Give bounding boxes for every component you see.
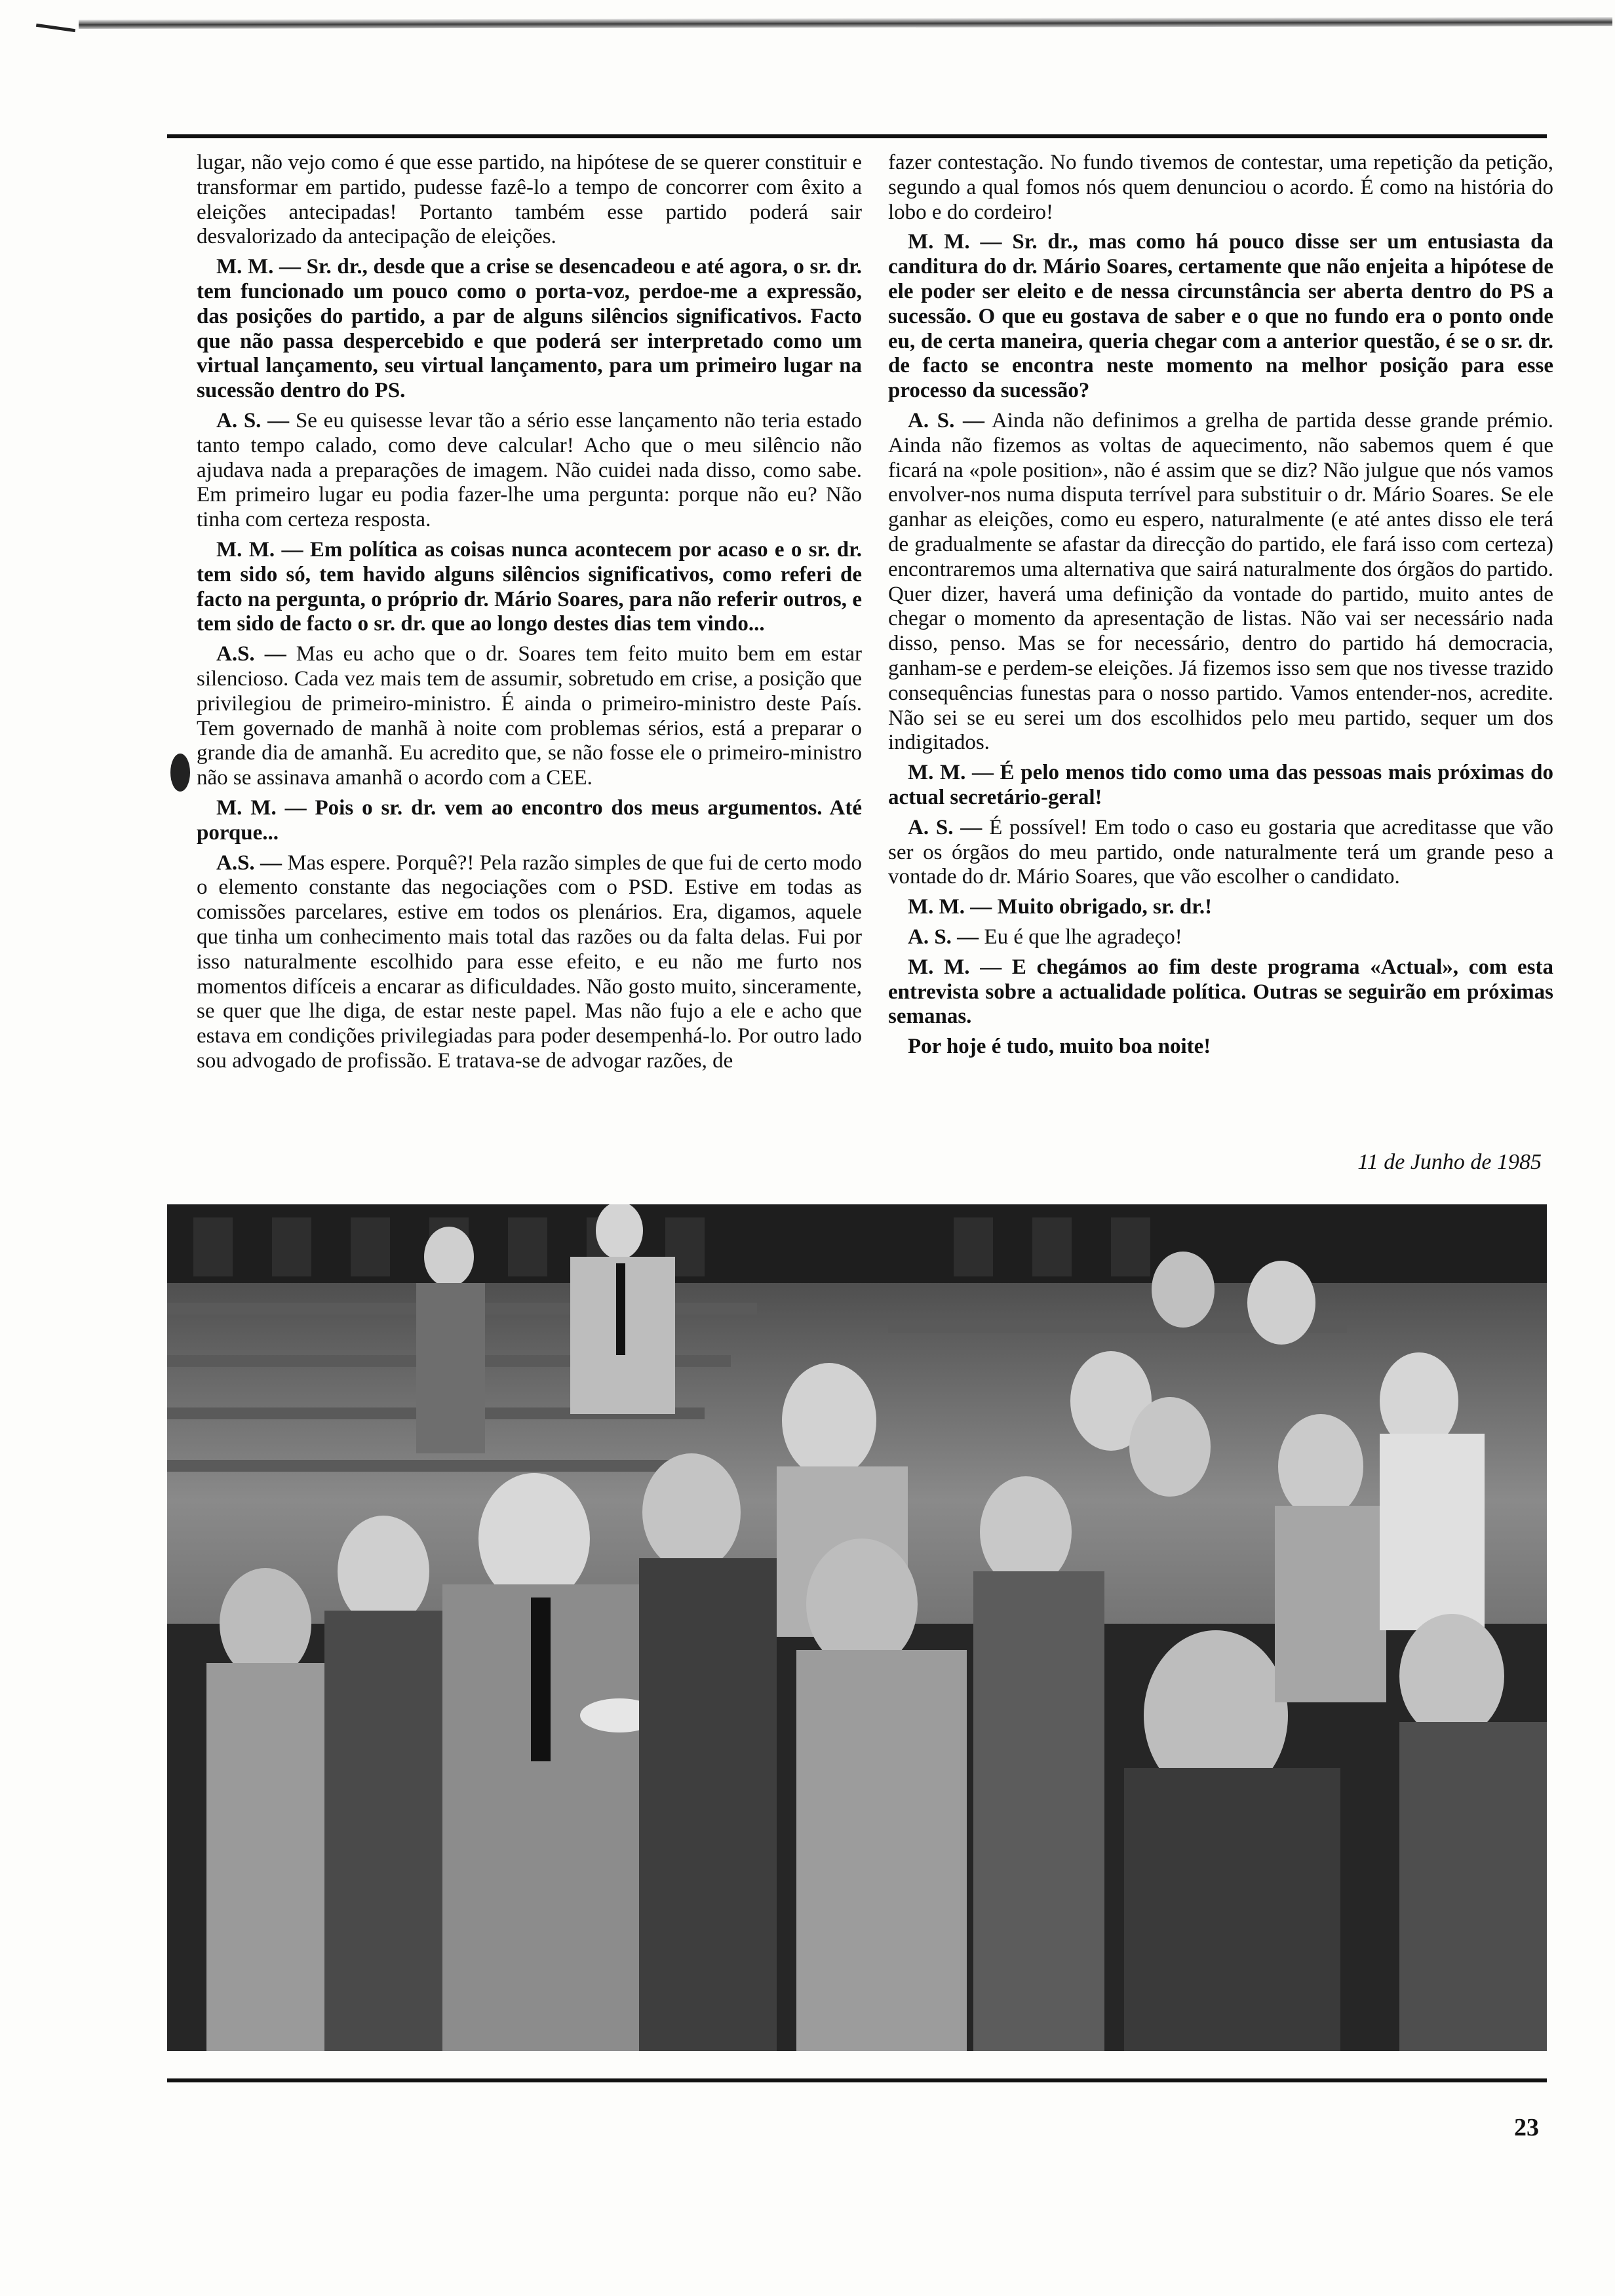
body-paragraph <box>197 151 862 250</box>
speaker-label: A. S. — <box>216 408 290 432</box>
paragraph-text: Pois o sr. dr. vem ao encontro dos meus argumentos. Até porque... <box>197 795 862 845</box>
bottom-rule <box>167 2078 1547 2082</box>
speaker-label: A.S. — <box>216 642 286 666</box>
paragraph-text: fazer contestação. No fundo tivemos de contestar, uma repetição da petição, segundo a qual fomos nós quem denunciou o acordo. É como na história do lobo e do cordeiro! <box>888 151 1553 224</box>
paragraph-text: lugar, não vejo como é que esse partido, na hipótese de se querer constituir e transformar em partido, pudesse fazê-lo a tempo de concorrer com êxito a eleições antecipadas! Portanto também esse partido poderá sair desvalorizado da antecipação de eleições. <box>197 151 862 249</box>
scan-artifact-top-line <box>79 17 1612 29</box>
paragraph-text: E chegámos ao fim deste programa «Actual», com esta entrevista sobre a actualidade política. Outras se seguirão em próximas semanas. <box>888 955 1554 1029</box>
interview-question <box>888 761 1553 811</box>
interview-question <box>888 1035 1553 1060</box>
speaker-label: A. S. — <box>908 408 985 432</box>
article-column-right <box>888 151 1553 1065</box>
speaker-label: M. M. — <box>216 255 301 279</box>
speaker-label: A. S. — <box>908 815 983 839</box>
paragraph-text: Mas espere. Porquê?! Pela razão simples de que fui de certo modo o elemento constante das negociações com o PSD. Estive em todas as comissões parcelares, estive em todos os plenários. Era, digamos, aquele que tinha um conhecimento mais total das razões ou da falta delas. Fui por isso naturalmente escolhido para esse efeito, e eu não me furto nos momentos difíceis a encarar as dificuldades. Não gosto muito, sinceramente, se quer que lhe diga, de estar neste papel. Mas não fujo a ele e acho que estava em condições privilegiadas para poder desempenhá-lo. Por outro lado sou advogado de profissão. E tratava-se de advogar razões, de <box>197 851 863 1073</box>
interview-question <box>197 255 862 404</box>
speaker-label: M. M. — <box>908 955 1002 979</box>
article-column-left <box>197 151 862 1079</box>
speaker-label: M. M. — <box>908 230 1002 254</box>
interview-answer <box>888 816 1553 890</box>
speaker-label: A. S. — <box>908 925 979 949</box>
paragraph-text: Em política as coisas nunca acontecem por acaso e o sr. dr. tem sido só, tem havido alguns silêncios significativos, como referi de facto na pergunta, o próprio dr. Mário Soares, para não referir outros, e tem sido de facto o sr. dr. que ao longo destes dias tem vindo... <box>197 537 863 636</box>
interview-answer <box>888 409 1553 756</box>
speaker-label: M. M. — <box>216 537 303 562</box>
paragraph-text: Ainda não definimos a grelha de partida desse grande prémio. Ainda não fizemos as voltas de aquecimento, não sabemos quem é que ficará na «pole position», não é assim que se diz? Não julgue que nós vamos envolver-nos numa disputa terrível para substituir o dr. Mário Soares. Se ele ganhar as eleições, como eu espero, naturalmente (e até antes disso ele terá de gradualmente se afastar da direcção do partido, ele fará isso com certeza) encontraremos uma alternativa que sairá naturalmente dos órgãos do partido. Quer dizer, haverá uma definição da vontade do partido, muito antes de chegar o momento da apresentação de listas. Não vai ser necessário nada disso, penso. Mas se for necessário, dentro do partido há democracia, ganham-se e perdem-se eleições. Já fizemos isso sem que nos tivesse trazido consequências funestas para o nosso partido. Vamos entender-nos, acredite. Não sei se eu serei um dos escolhidos pelo meu partido, sequer um dos indigitados. <box>888 408 1553 755</box>
crowd-photo <box>167 1204 1547 2051</box>
interview-question <box>197 538 862 637</box>
paragraph-text: É pelo menos tido como uma das pessoas mais próximas do actual secretário-geral! <box>888 761 1553 809</box>
interview-answer <box>888 925 1553 950</box>
interview-question <box>197 796 862 846</box>
interview-question <box>888 955 1553 1029</box>
paragraph-text: É possível! Em todo o caso eu gostaria que acreditasse que vão ser os órgãos do meu partido, onde naturalmente terá um grande peso a vontade do dr. Mário Soares, que vão escolher o candidato. <box>888 815 1553 889</box>
date-line: 11 de Junho de 1985 <box>1357 1150 1542 1174</box>
speaker-label: A.S. — <box>216 851 282 875</box>
interview-answer <box>197 642 862 791</box>
page-number: 23 <box>1514 2114 1539 2141</box>
interview-question <box>888 895 1553 920</box>
photo-drawing <box>167 1204 1547 2051</box>
interview-answer <box>197 851 862 1074</box>
body-paragraph <box>888 151 1553 225</box>
speaker-label: M. M. — <box>908 895 992 919</box>
paragraph-text: Por hoje é tudo, muito boa noite! <box>908 1035 1211 1059</box>
paragraph-text: Sr. dr., desde que a crise se desencadeou e até agora, o sr. dr. tem funcionado um pouco como o porta-voz, perdoe-me a expressão, das posições do partido, a par de alguns silêncios significativos. Facto que não passa despercebido e que poderá ser interpretado como um virtual lançamento, seu virtual lançamento, para um primeiro lugar na sucessão dentro do PS. <box>197 255 863 403</box>
interview-answer <box>197 409 862 533</box>
top-rule <box>167 134 1547 138</box>
speaker-label: M. M. — <box>216 795 307 820</box>
paragraph-text: Muito obrigado, sr. dr.! <box>997 895 1213 919</box>
paragraph-text: Sr. dr., mas como há pouco disse ser um entusiasta da canditura do dr. Mário Soares, certamente que não enjeita a hipótese de ele poder ser eleito e de nessa circunstância ser aberta dentro do PS a sucessão. O que eu gostava de saber e o que no fundo era o ponto onde eu, de certa maneira, queria chegar com a anterior questão, é se o sr. dr. de facto se encontra neste momento na melhor posição para esse processo da sucessão? <box>888 230 1554 403</box>
paragraph-text: Eu é que lhe agradeço! <box>984 925 1182 949</box>
speaker-label: M. M. — <box>908 761 994 785</box>
paragraph-text: Mas eu acho que o dr. Soares tem feito muito bem em estar silencioso. Cada vez mais tem de assumir, sobretudo em crise, a posição que privilegiou de primeiro-ministro. É ainda o primeiro-ministro deste País. Tem governado de manhã à noite com problemas sérios, está a preparar o grande dia de amanhã. Eu acredito que, se não fosse ele o primeiro-ministro não se assinava amanhã o acordo com a CEE. <box>197 642 862 790</box>
scan-artifact-mark <box>36 24 75 32</box>
interview-question <box>888 230 1553 404</box>
paragraph-text: Se eu quisesse levar tão a sério esse lançamento não teria estado tanto tempo calado, como deve calcular! Acho que o meu silêncio não ajudava nada a preparações de imagem. Não cuidei nada disso, como sabe. Em primeiro lugar eu podia fazer-lhe uma pergunta: porque não eu? Não tinha com certeza resposta. <box>197 408 863 532</box>
scan-artifact-dot <box>170 754 190 792</box>
